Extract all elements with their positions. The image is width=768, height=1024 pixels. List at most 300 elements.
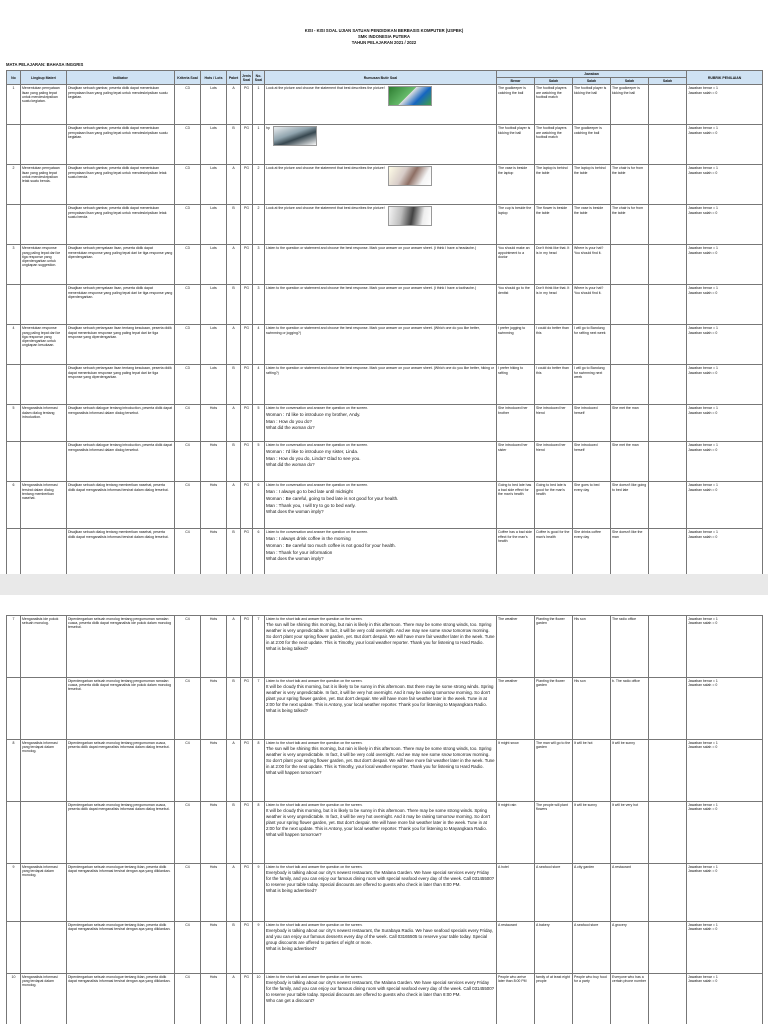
answer-salah — [649, 125, 687, 165]
question-stem — [266, 975, 495, 979]
col-rumusan: Rumusan Butir Soal — [265, 71, 497, 85]
header-year: TAHUN PELAJARAN 2021 / 2022 — [351, 40, 417, 45]
answer-salah: The man will go to the garden — [535, 740, 573, 802]
row-indikator: Diperdengarkan sebuah monolog tentang pengumuman cuaca, peserta didik dapat menganalisis informasi dalam dialog tersebut. — [67, 740, 175, 802]
row-hots: Lots — [201, 285, 227, 325]
answer-salah — [649, 802, 687, 864]
row-no: 9 — [7, 864, 21, 922]
table-row — [7, 365, 763, 405]
row-indikator: Diperdengarkan sebuah monologue tentang iklan, peserta didik dapat menganalisis informasi tersirat dengan apa yang diiklankan. — [67, 864, 175, 922]
row-paket: A — [227, 864, 241, 922]
row-lingkup: Menganalisis informasi yang terdapat dalam monolog. — [21, 974, 67, 1024]
answer-salah: A seafood store — [573, 922, 611, 974]
row-paket: B — [227, 125, 241, 165]
row-no: 2 — [7, 165, 21, 205]
row-hots: Hots — [201, 529, 227, 574]
answer-salah: Where is your hat? You should find it. — [573, 245, 611, 285]
question-text: Listen to the question or statement and choose the best response. Mark your answer on your answer sheet. (Which one do you like better, swimming or jogging?) — [266, 326, 480, 335]
page-2 — [0, 595, 768, 1024]
answer-salah — [649, 864, 687, 922]
row-indikator: Disajikan sebuah dialog tentang memberikan nasehat, peserta didik dapat menganalisis informasi tersirat dalam dialog tersebut. — [67, 529, 175, 574]
answer-salah — [649, 285, 687, 325]
col-lingkup: Lingkup Materi — [21, 71, 67, 85]
question-stem — [266, 366, 495, 374]
answer-salah — [611, 245, 649, 285]
row-rumusan — [265, 922, 497, 974]
answer-benar: I prefer hiking to rafting — [497, 365, 535, 405]
table-row — [7, 802, 763, 864]
answer-salah: It will be very hot — [611, 802, 649, 864]
row-nosoal: 4 — [253, 365, 265, 405]
row-nosoal: 9 — [253, 864, 265, 922]
row-rubrik — [687, 405, 763, 442]
answer-salah: Coffee is good for the man's health — [535, 529, 573, 574]
row-rumusan — [265, 442, 497, 482]
answer-benar: People who arrive later than 8:00 PM — [497, 974, 535, 1024]
row-lingkup — [21, 125, 67, 165]
question-stem — [266, 530, 495, 534]
col-paket: Paket — [227, 71, 241, 85]
row-paket: B — [227, 678, 241, 740]
row-indikator: Disajikan sebuah dialogue tentang introduction, peserta didik dapat menganalisis informasi dalam dialog tersebut. — [67, 405, 175, 442]
row-kriteria: C4 — [175, 678, 201, 740]
table-row — [7, 740, 763, 802]
monologue-text: Everybody is talking about our city's newest restaurant, the Surabaya Radio. We have seafood specials every Friday, and you can enjoy our famous desserts every day of the week. Call 03165505 to reserve your table today. Special group discounts are offered to parties of eight or more. — [266, 928, 493, 946]
question-prompt: What did the woman do? — [266, 424, 315, 430]
answer-salah — [649, 325, 687, 365]
table-row — [7, 616, 763, 678]
row-kriteria: C4 — [175, 922, 201, 974]
rubric-benar: Jawaban benar = 1 — [688, 530, 718, 535]
row-jenis: PG — [241, 125, 253, 165]
question-text: Listen to the question or statement and choose the best response. Mark your answer on your answer sheet. (I think I have a toothache.) — [266, 286, 477, 291]
rubric-benar: Jawaban benar = 1 — [688, 923, 718, 927]
answer-salah: She met the man — [611, 442, 649, 482]
answer-salah: She drinks coffee every day — [573, 529, 611, 574]
question-prompt: What does the woman imply? — [266, 508, 324, 514]
row-no: 10 — [7, 974, 21, 1024]
dialogue-line: Man : I always go to bed late until midnight — [266, 488, 353, 494]
question-text: Look at the picture and choose the statement that best describes the picture! — [266, 166, 385, 171]
row-indikator: Disajikan sebuah pernyataan lisan, peserta didik dapat menentukan response yang paling tepat dari ke tiga response yang diperdengarkan. — [67, 245, 175, 285]
answer-salah: Don't think like that. It is in my head — [535, 285, 573, 325]
row-jenis: PG — [241, 245, 253, 285]
rubric-salah: Jawaban salah = 0 — [688, 130, 718, 135]
table-row — [7, 864, 763, 922]
row-hots: Hots — [201, 864, 227, 922]
answer-salah: The chair is for from the table — [611, 165, 649, 205]
row-paket: A — [227, 85, 241, 125]
row-lingkup: Menganalisis informasi yang terdapat dalam monolog. — [21, 740, 67, 802]
answer-salah: His son — [573, 616, 611, 678]
answer-salah: Where is your hat? You should find it. — [573, 285, 611, 325]
row-paket: B — [227, 365, 241, 405]
monologue-text: Everybody is talking about our city's newest restaurant, the Malana Garden. We have special services every Friday for the family, and you can enjoy our famous dining room with special seafood every day of the week. Call 03145500? to reserve your table today. Special discounts are offered to guests who check in later than 8:00 PM. — [266, 980, 495, 998]
row-rubrik — [687, 740, 763, 802]
question-stem — [266, 443, 495, 447]
rubric-benar: Jawaban benar = 1 — [688, 166, 718, 171]
row-paket: B — [227, 205, 241, 245]
row-indikator: Disajikan sebuah pernyataan lisan, peserta didik dapat menentukan response yang paling tepat dari ke tiga response yang diperdengarkan. — [67, 285, 175, 325]
rubric-benar: Jawaban benar = 1 — [688, 741, 718, 745]
rubric-benar: Jawaban benar = 1 — [688, 483, 718, 488]
row-jenis: PG — [241, 482, 253, 529]
row-nosoal: 8 — [253, 740, 265, 802]
answer-salah: The football players are watching the football match — [535, 125, 573, 165]
answer-salah: I could do better than this — [535, 325, 573, 365]
dialogue-line: Man : Thank for your information — [266, 549, 333, 555]
question-text: Listen to the conversation and answer the question on the screen. — [266, 406, 369, 411]
dialogue-line: Man : I always drink coffee in the morning — [266, 535, 351, 541]
monologue-text: The sun will be shining this morning, but rain is likely in this afternoon. There may be some strong winds, too. Spring weather is very unpredictable. In fact, it will be very cold overnight. And we may see some snow tomorrow morning. So don't plant your spring flower garden, yet. But don't despair. We will have more fair weather later in the week. Tune in at 2:00 for the next update. This is Timothy, your local weather reporter. Thank you for listening to Hard Radio. — [266, 622, 495, 646]
row-indikator: Disajikan sebuah gambar, peserta didik dapat menentukan pernyataan lisan yang paling tepat untuk mendeskripsikan letak suatu benda — [67, 165, 175, 205]
row-hots: Hots — [201, 616, 227, 678]
col-salah-2: Salah — [573, 78, 611, 85]
table-row — [7, 922, 763, 974]
table-row — [7, 442, 763, 482]
row-rubrik — [687, 482, 763, 529]
answer-salah: The flower is beside the table — [535, 205, 573, 245]
question-text: Listen to the conversation and answer the question on the screen. — [266, 483, 369, 488]
row-jenis: PG — [241, 405, 253, 442]
rubric-salah: Jawaban salah = 0 — [688, 683, 718, 688]
table-row — [7, 482, 763, 529]
answer-benar: You should go to the dentist — [497, 285, 535, 325]
row-rubrik — [687, 165, 763, 205]
answer-salah: A city garden — [573, 864, 611, 922]
row-rumusan — [265, 325, 497, 365]
row-lingkup: Menentukan pernyataan lisan yang paling tepat untuk mendeskripsikan letak suatu benda. — [21, 165, 67, 205]
col-indikator: Indikator — [67, 71, 175, 85]
row-nosoal: 2 — [253, 165, 265, 205]
row-no — [7, 125, 21, 165]
row-paket: A — [227, 616, 241, 678]
row-rubrik — [687, 802, 763, 864]
col-jenis: Jenis Soal — [241, 71, 253, 85]
table-row — [7, 245, 763, 285]
rubric-benar: Jawaban benar = 1 — [688, 406, 718, 411]
row-hots: Lots — [201, 165, 227, 205]
answer-salah: The vase is beside the table — [573, 205, 611, 245]
answer-salah: She introduced herself — [573, 405, 611, 442]
row-lingkup — [21, 922, 67, 974]
question-stem — [266, 166, 495, 186]
row-hots: Hots — [201, 922, 227, 974]
row-rumusan — [265, 405, 497, 442]
row-paket: A — [227, 245, 241, 285]
row-nosoal: 3 — [253, 245, 265, 285]
answer-benar: The football player is kicking the ball — [497, 125, 535, 165]
row-rumusan — [265, 616, 497, 678]
row-rumusan — [265, 864, 497, 922]
answer-salah: The radio office — [611, 616, 649, 678]
row-kriteria: C4 — [175, 529, 201, 574]
answer-salah: I will go to Bandung for swimming next week — [573, 365, 611, 405]
rubric-benar: Jawaban benar = 1 — [688, 286, 718, 291]
answer-salah: The football player is kicking the ball — [573, 85, 611, 125]
rubric-salah: Jawaban salah = 0 — [688, 807, 718, 812]
row-kriteria: C3 — [175, 165, 201, 205]
answer-salah: She met the man — [611, 405, 649, 442]
question-text: Look at the picture and choose the statement that best describes the picture! — [266, 86, 385, 91]
rubric-benar: Jawaban benar = 1 — [688, 246, 718, 251]
question-stem — [266, 617, 495, 621]
col-jawaban: Jawaban — [497, 71, 687, 78]
rubric-salah: Jawaban salah = 0 — [688, 534, 718, 539]
row-nosoal: 7 — [253, 678, 265, 740]
col-salah-3: Salah — [611, 78, 649, 85]
question-text: Listen to the short talk and answer the question on the screen. — [266, 975, 363, 979]
answer-salah: It will be sunny — [573, 802, 611, 864]
row-rumusan — [265, 974, 497, 1024]
col-rubrik: RUBRIK PENILAIAN — [687, 71, 763, 85]
answer-salah — [649, 405, 687, 442]
row-indikator: Disajikan sebuah pertanyaan lisan tentang kesukaan, peserta didik dapat menentukan response yang paling tepat dari ke tiga response yang diperdengarkan. — [67, 365, 175, 405]
row-kriteria: C3 — [175, 365, 201, 405]
answer-salah: She goes to bed every day — [573, 482, 611, 529]
question-prompt: What is being talked? — [266, 708, 308, 714]
row-jenis: PG — [241, 365, 253, 405]
question-text: Listen to the short talk and answer the question on the screen. — [266, 617, 363, 621]
row-rubrik — [687, 325, 763, 365]
row-no — [7, 285, 21, 325]
col-no: No — [7, 71, 21, 85]
col-benar: Benar — [497, 78, 535, 85]
row-rubrik — [687, 529, 763, 574]
answer-benar: The cup is beside the laptop — [497, 205, 535, 245]
table-row — [7, 85, 763, 125]
row-rumusan — [265, 125, 497, 165]
answer-benar: Going to bed late has a bad side effect for the man's health — [497, 482, 535, 529]
row-jenis: PG — [241, 325, 253, 365]
row-rumusan — [265, 482, 497, 529]
answer-salah: Planting the flower garden — [535, 616, 573, 678]
row-lingkup: Menganalisis ide pokok sebuah monolog. — [21, 616, 67, 678]
row-indikator: Diperdengarkan sebuah monolog tentang pengumuman cuaca, peserta didik dapat menganalisis informasi dalam dialog tersebut. — [67, 802, 175, 864]
question-text: Listen to the short talk and answer the question on the screen. — [266, 865, 363, 869]
row-nosoal: 10 — [253, 974, 265, 1024]
question-picture — [388, 206, 432, 226]
table-row — [7, 974, 763, 1024]
row-kriteria: C3 — [175, 245, 201, 285]
row-jenis: PG — [241, 802, 253, 864]
dialogue-line: Woman : I'd like to introduce my brother, Andy. — [266, 411, 361, 417]
row-kriteria: C4 — [175, 616, 201, 678]
answer-salah — [649, 85, 687, 125]
row-nosoal: 7 — [253, 616, 265, 678]
question-text: Listen to the question or statement and choose the best response. Mark your answer on your answer sheet. (I think I have a headache.) — [266, 246, 477, 251]
row-rumusan — [265, 245, 497, 285]
row-paket: A — [227, 974, 241, 1024]
answer-benar: The vase is beside the laptop — [497, 165, 535, 205]
rubric-salah: Jawaban salah = 0 — [688, 210, 718, 215]
rubric-salah: Jawaban salah = 0 — [688, 90, 718, 95]
question-stem — [266, 803, 495, 807]
answer-salah: I will go to Bandung for rafting next week — [573, 325, 611, 365]
row-rubrik — [687, 245, 763, 285]
row-rumusan — [265, 285, 497, 325]
answer-salah — [649, 678, 687, 740]
row-hots: Hots — [201, 740, 227, 802]
answer-salah: She introduced her friend — [535, 405, 573, 442]
rubric-salah: Jawaban salah = 0 — [688, 250, 718, 255]
row-nosoal: 9 — [253, 922, 265, 974]
row-jenis: PG — [241, 974, 253, 1024]
row-nosoal: 8 — [253, 802, 265, 864]
row-lingkup — [21, 442, 67, 482]
row-kriteria: C3 — [175, 125, 201, 165]
question-stem — [266, 679, 495, 683]
col-salah-4: Salah — [649, 78, 687, 85]
answer-salah — [649, 616, 687, 678]
answer-salah: The laptop is behind the table — [573, 165, 611, 205]
row-paket: A — [227, 405, 241, 442]
row-paket: B — [227, 802, 241, 864]
row-hots: Hots — [201, 405, 227, 442]
row-lingkup — [21, 205, 67, 245]
rubric-salah: Jawaban salah = 0 — [688, 290, 718, 295]
answer-salah — [649, 974, 687, 1024]
row-paket: A — [227, 325, 241, 365]
answer-benar: It might rain — [497, 802, 535, 864]
row-no: 1 — [7, 85, 21, 125]
answer-benar: It might snow — [497, 740, 535, 802]
row-rubrik — [687, 616, 763, 678]
question-stem — [266, 406, 495, 410]
answer-benar: She introduced her brother — [497, 405, 535, 442]
answer-salah: Going to bed late is good for the man's health — [535, 482, 573, 529]
rubric-benar: Jawaban benar = 1 — [688, 206, 718, 211]
row-rumusan — [265, 529, 497, 574]
row-no: 5 — [7, 405, 21, 442]
question-stem — [266, 483, 495, 487]
rubric-salah: Jawaban salah = 0 — [688, 927, 718, 932]
answer-salah: She doesn't like going to bed late — [611, 482, 649, 529]
dialogue-line: Man : How do you do? — [266, 418, 312, 424]
row-indikator: Disajikan sebuah gambar, peserta didik dapat menentukan pernyataan lisan yang paling tepat untuk mendeskripsikan letak suatu benda — [67, 205, 175, 245]
answer-salah: A grocery — [611, 922, 649, 974]
row-nosoal: 3 — [253, 285, 265, 325]
row-hots: Lots — [201, 85, 227, 125]
row-rumusan — [265, 365, 497, 405]
rubric-benar: Jawaban benar = 1 — [688, 975, 718, 979]
answer-salah: b. The radio office — [611, 678, 649, 740]
row-no — [7, 529, 21, 574]
answer-salah: It will be sunny — [611, 740, 649, 802]
kisi-table-2 — [6, 615, 763, 1024]
dialogue-line: Man : How do you do, Linda? Glad to see you. — [266, 455, 361, 461]
row-rumusan — [265, 205, 497, 245]
row-indikator: Disajikan sebuah dialog tentang memberikan nasehat, peserta didik dapat menganalisis informasi tersirat dalam dialog tersebut. — [67, 482, 175, 529]
answer-benar: I prefer jogging to swimming — [497, 325, 535, 365]
row-nosoal: 6 — [253, 482, 265, 529]
row-no: 7 — [7, 616, 21, 678]
question-prompt: What did the woman do? — [266, 461, 315, 467]
row-rubrik — [687, 85, 763, 125]
row-indikator: Disajikan sebuah dialogue tentang introduction, peserta didik dapat menganalisis informasi dalam dialog tersebut. — [67, 442, 175, 482]
rubric-salah: Jawaban salah = 0 — [688, 330, 718, 335]
row-rubrik — [687, 365, 763, 405]
answer-benar: The goalkeeper is catching the ball — [497, 85, 535, 125]
row-jenis: PG — [241, 864, 253, 922]
row-nosoal: 5 — [253, 442, 265, 482]
row-kriteria: C4 — [175, 442, 201, 482]
row-indikator: Disajikan sebuah pertanyaan lisan tentang kesukaan, peserta didik dapat menentukan response yang paling tepat dari ke tiga response yang diperdengarkan. — [67, 325, 175, 365]
row-kriteria: C3 — [175, 325, 201, 365]
row-rubrik — [687, 205, 763, 245]
question-prompt: What will happen tomorrow? — [266, 770, 322, 776]
question-text: Look at the picture and choose the statement that best describes the picture! — [266, 206, 385, 211]
rubric-salah: Jawaban salah = 0 — [688, 979, 718, 984]
dialogue-line: Woman : Be careful, going to bed late is not good for your health. — [266, 495, 399, 501]
row-rumusan — [265, 740, 497, 802]
answer-salah: A restaurant — [611, 864, 649, 922]
answer-salah — [649, 245, 687, 285]
row-jenis: PG — [241, 165, 253, 205]
answer-salah: His son — [573, 678, 611, 740]
answer-salah: She doesn't like the man — [611, 529, 649, 574]
rubric-benar: Jawaban benar = 1 — [688, 86, 718, 91]
row-jenis: PG — [241, 442, 253, 482]
row-rubrik — [687, 442, 763, 482]
row-indikator: Disajikan sebuah gambar, peserta didik dapat menentukan pernyataan lisan yang paling tepat untuk mendeskripsikan suatu kegiatan. — [67, 125, 175, 165]
row-paket: A — [227, 482, 241, 529]
answer-salah: I could do better than this — [535, 365, 573, 405]
answer-benar: A restaurant — [497, 922, 535, 974]
answer-benar: You should make an appointment to a doctor — [497, 245, 535, 285]
monologue-text: The sun will be shining this morning, but rain is likely in this afternoon. There may be some strong winds, too. Spring weather is very unpredictable. In fact, it will be very cold overnight. And we may see some snow tomorrow morning. So don't plant your spring flower garden, yet. But don't despair. We will have more fair weather later in the week. Tune in at 2:00 for the next update. This is Timothy, your local weather reporter. Thank you for listening to Hard Radio. — [266, 746, 495, 770]
row-jenis: PG — [241, 529, 253, 574]
row-rubrik — [687, 285, 763, 325]
question-picture — [273, 126, 317, 146]
rubric-salah: Jawaban salah = 0 — [688, 621, 718, 626]
rubric-benar: Jawaban benar = 1 — [688, 443, 718, 448]
table-row — [7, 285, 763, 325]
answer-benar: The weather — [497, 616, 535, 678]
question-text: Listen to the short talk and answer the question on the screen. — [266, 741, 363, 745]
row-no — [7, 205, 21, 245]
answer-salah — [649, 922, 687, 974]
row-paket: A — [227, 740, 241, 802]
row-lingkup: Menentukan pernyataan lisan yang paling tepat untuk mendeskripsikan suatu kegiatan. — [21, 85, 67, 125]
rubric-salah: Jawaban salah = 0 — [688, 410, 718, 415]
row-rubrik — [687, 678, 763, 740]
row-kriteria: C4 — [175, 482, 201, 529]
row-indikator: Disajikan sebuah gambar, peserta didik dapat menentukan pernyataan lisan yang paling tepat untuk mendeskripsikan suatu kegiatan. — [67, 85, 175, 125]
question-prompt: Who can get a discount? — [266, 998, 315, 1004]
answer-salah: Planting the flower garden — [535, 678, 573, 740]
row-lingkup — [21, 802, 67, 864]
table-row — [7, 205, 763, 245]
row-lingkup: Menentukan response yang paling tepat dari ke tiga response yang diperdengarkan untuk ungkapan suggestion. — [21, 245, 67, 285]
row-kriteria: C4 — [175, 740, 201, 802]
row-nosoal: 5 — [253, 405, 265, 442]
row-nosoal: 1 — [253, 125, 265, 165]
row-paket: A — [227, 165, 241, 205]
row-hots: Hots — [201, 678, 227, 740]
row-nosoal: 4 — [253, 325, 265, 365]
question-text: Listen to the conversation and answer the question on the screen. — [266, 443, 369, 448]
row-jenis: PG — [241, 678, 253, 740]
question-stem — [266, 923, 495, 927]
rubric-salah: Jawaban salah = 0 — [688, 447, 718, 452]
answer-salah: The football players are watching the football match — [535, 85, 573, 125]
row-jenis: PG — [241, 85, 253, 125]
answer-benar: A hotel — [497, 864, 535, 922]
row-no: 4 — [7, 325, 21, 365]
dialogue-line: Woman : Be careful too much coffee is not good for your health. — [266, 542, 396, 548]
answer-salah: The people will plant flowers — [535, 802, 573, 864]
